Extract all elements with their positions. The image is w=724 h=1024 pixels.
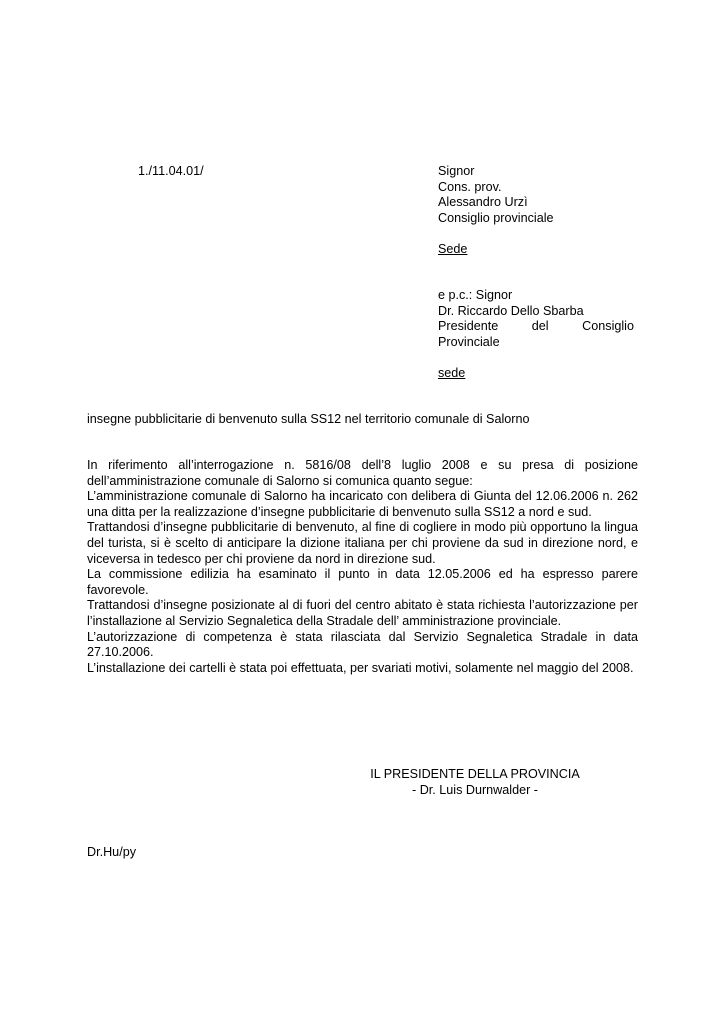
body-paragraph: La commissione edilizia ha esaminato il punto in data 12.05.2006 ed ha espresso parere favorevole. bbox=[87, 567, 638, 597]
body-paragraph: L’amministrazione comunale di Salorno ha incaricato con delibera di Giunta del 12.06.2006 n. 262 una ditta per la realizzazione d’insegne pubblicitarie di benvenuto sulla SS12 a nord e sud. bbox=[87, 489, 638, 519]
recipient-line: Signor bbox=[438, 164, 475, 178]
body-paragraph: L’autorizzazione di competenza è stata rilasciata dal Servizio Segnaletica Stradale in data 27.10.2006. bbox=[87, 629, 638, 660]
cc-line: e p.c.: Signor bbox=[438, 288, 513, 302]
recipient-address bbox=[438, 164, 634, 226]
signature-title: IL PRESIDENTE DELLA PROVINCIA bbox=[370, 767, 580, 781]
reference-number: 1./11.04.01/ bbox=[138, 164, 204, 178]
author-initials: Dr.Hu/py bbox=[87, 845, 136, 859]
cc-address bbox=[438, 288, 634, 350]
cc-line: Presidente del Consiglio bbox=[438, 319, 634, 334]
recipient-seat: Sede bbox=[438, 242, 468, 256]
body-paragraph: Trattandosi d’insegne pubblicitarie di benvenuto, al fine di cogliere in modo più opportuno la lingua del turista, si è scelto di anticipare la dizione italiana per chi proviene da sud in direzione nord, e viceversa in tedesco per chi proviene da nord in direzione sud. bbox=[87, 520, 638, 566]
recipient-line: Alessandro Urzì bbox=[438, 195, 528, 210]
recipient-line: Consiglio provinciale bbox=[438, 210, 554, 225]
signature-block bbox=[350, 767, 600, 798]
cc-line: Provinciale bbox=[438, 334, 500, 349]
recipient-line: Cons. prov. bbox=[438, 179, 502, 194]
body-paragraph: Trattandosi d’insegne posizionate al di fuori del centro abitato è stata richiesta l’autorizzazione per l’installazione al Servizio Segnaletica della Stradale dell’ amministrazione provinciale. bbox=[87, 598, 638, 628]
letter-body bbox=[87, 458, 638, 676]
body-paragraph: In riferimento all’interrogazione n. 5816/08 dell’8 luglio 2008 e su presa di posizione dell’amministrazione comunale di Salorno si comunica quanto segue: bbox=[87, 458, 638, 488]
body-paragraph: L’installazione dei cartelli è stata poi effettuata, per svariati motivi, solamente nel maggio del 2008. bbox=[87, 660, 634, 675]
cc-line: Dr. Riccardo Dello Sbarba bbox=[438, 303, 584, 318]
signature-name: - Dr. Luis Durnwalder - bbox=[412, 782, 538, 797]
cc-seat: sede bbox=[438, 366, 466, 380]
subject-line: insegne pubblicitarie di benvenuto sulla SS12 nel territorio comunale di Salorno bbox=[87, 412, 530, 426]
